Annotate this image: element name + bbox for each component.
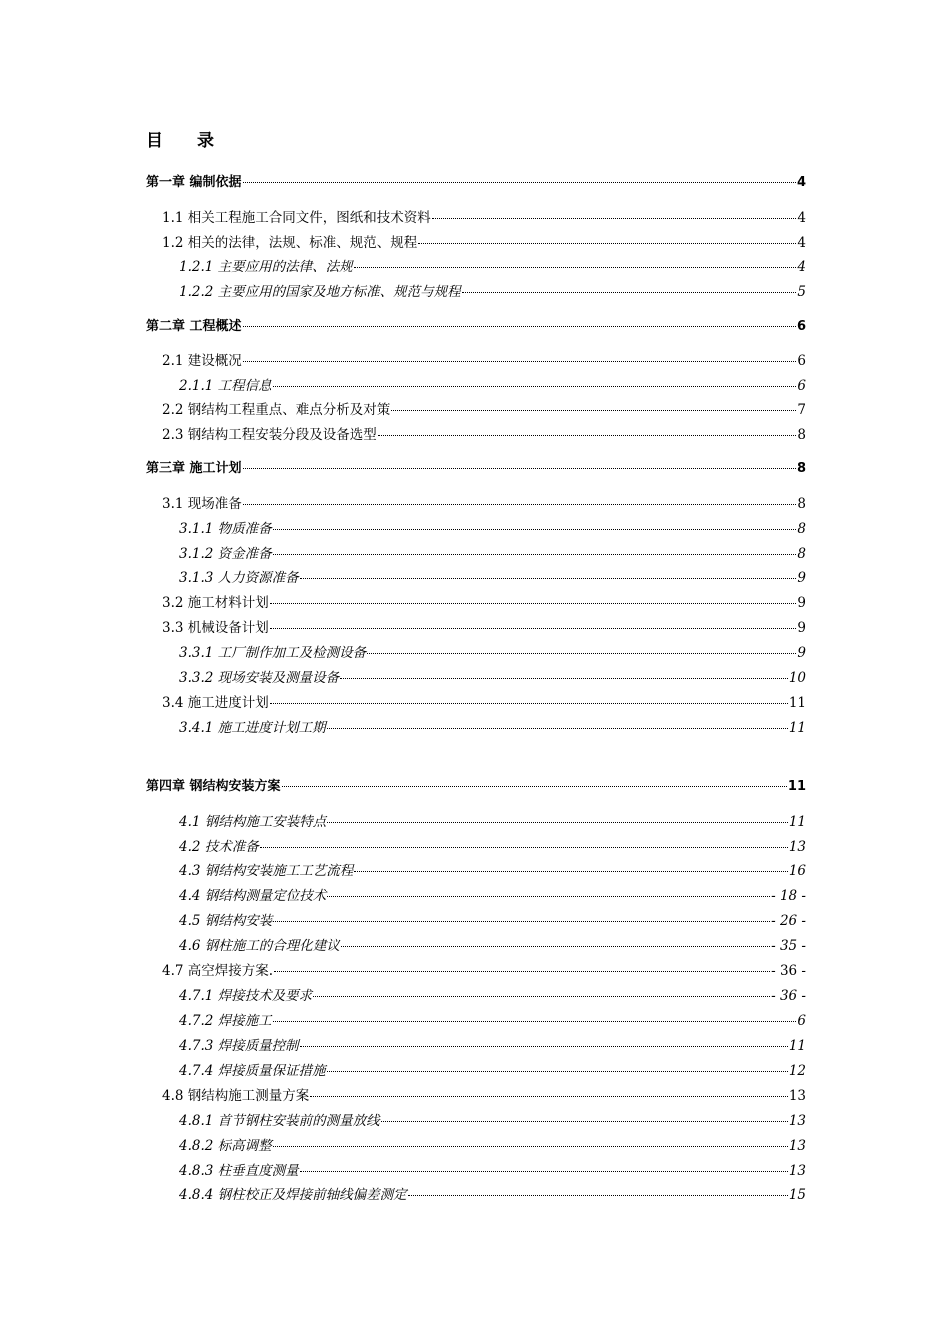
toc-entry-page-number: 8	[796, 461, 806, 476]
dot-leader	[341, 946, 770, 947]
toc-entry-page-number: 11	[787, 779, 806, 794]
toc-entry-page-number: 6	[797, 1013, 806, 1029]
toc-entry-label: 2.1.1 工程信息	[179, 378, 272, 394]
toc-entry-label: 4.8.2 标高调整	[179, 1138, 272, 1154]
toc-entry[interactable]	[162, 1087, 806, 1105]
toc-entry-page-number: 11	[788, 1038, 806, 1054]
toc-entry[interactable]	[179, 987, 806, 1005]
toc-entry[interactable]	[179, 545, 806, 563]
toc-entry-page-number: 8	[797, 521, 806, 537]
toc-entry-page-number: 11	[788, 695, 806, 711]
toc-entry[interactable]	[179, 644, 806, 662]
toc-entry-page-number: 11	[788, 720, 806, 736]
toc-entry-label: 4.8.3 柱垂直度测量	[179, 1163, 299, 1179]
toc-entry[interactable]	[162, 962, 806, 980]
toc-entry[interactable]	[179, 862, 806, 880]
toc-entry-label: 1.2 相关的法律，法规、标准、规范、规程	[162, 235, 418, 251]
toc-entry-page-number: 13	[788, 1088, 806, 1104]
toc-entry-page-number: 8	[797, 496, 806, 512]
dot-leader	[432, 218, 797, 219]
toc-entry-label: 3.1.3 人力资源准备	[179, 570, 299, 586]
toc-entry[interactable]	[179, 569, 806, 587]
toc-entry-label: 4.7.2 焊接施工	[179, 1013, 272, 1029]
toc-entry-label: 2.2 钢结构工程重点、难点分析及对策	[162, 402, 391, 418]
toc-entry[interactable]	[162, 495, 806, 513]
dot-leader	[340, 678, 788, 679]
dot-leader	[462, 292, 797, 293]
toc-entry-label: 4.3 钢结构安装施工工艺流程	[179, 863, 354, 879]
dot-leader	[354, 267, 797, 268]
toc-entry[interactable]	[179, 1137, 806, 1155]
toc-entry-page-number: 7	[797, 402, 806, 418]
toc-entry-label: 3.2 施工材料计划	[162, 595, 269, 611]
toc-entry-page-number: 13	[788, 839, 806, 855]
toc-entry[interactable]	[162, 594, 806, 612]
toc-entry-label: 4.8 钢结构施工测量方案	[162, 1088, 310, 1104]
dot-leader	[378, 435, 797, 436]
toc-entry[interactable]	[179, 1062, 806, 1080]
toc-entry[interactable]	[179, 937, 806, 955]
toc-entry[interactable]	[179, 813, 806, 831]
dot-leader	[243, 361, 797, 362]
dot-leader	[270, 603, 797, 604]
toc-entry[interactable]	[179, 1037, 806, 1055]
dot-leader	[327, 728, 788, 729]
dot-leader	[381, 1121, 788, 1122]
toc-entry-page-number: 6	[796, 319, 806, 334]
toc-entry-label: 4.8.4 钢柱校正及焊接前轴线偏差测定	[179, 1187, 407, 1203]
toc-entry[interactable]	[179, 377, 806, 395]
dot-leader	[273, 1146, 788, 1147]
toc-entry-page-number: 9	[797, 595, 806, 611]
dot-leader	[243, 504, 797, 505]
dot-leader	[270, 628, 797, 629]
toc-entry-label: 3.4 施工进度计划	[162, 695, 269, 711]
toc-entry[interactable]	[146, 778, 806, 796]
dot-leader	[310, 1096, 788, 1097]
dot-leader	[327, 896, 770, 897]
toc-entry[interactable]	[179, 719, 806, 737]
toc-entry-label: 4.4 钢结构测量定位技术	[179, 888, 327, 904]
toc-entry[interactable]	[162, 352, 806, 370]
toc-entry[interactable]	[179, 1012, 806, 1030]
toc-entry[interactable]	[179, 669, 806, 687]
dot-leader	[243, 326, 796, 327]
toc-entry[interactable]	[146, 318, 806, 336]
toc-entry-label: 1.2.2 主要应用的国家及地方标准、规范与规程	[179, 284, 461, 300]
toc-entry-label: 3.3 机械设备计划	[162, 620, 269, 636]
toc-entry-page-number: 8	[797, 427, 806, 443]
toc-entry-page-number: 4	[797, 210, 806, 226]
toc-entry[interactable]	[162, 401, 806, 419]
dot-leader	[274, 971, 770, 972]
dot-leader	[270, 703, 788, 704]
dot-leader	[391, 410, 796, 411]
toc-entry[interactable]	[162, 234, 806, 252]
toc-entry-label: 第三章 施工计划	[146, 461, 242, 476]
toc-entry-page-number: - 18 -	[771, 888, 806, 904]
dot-leader	[243, 468, 796, 469]
dot-leader	[327, 822, 788, 823]
toc-entry[interactable]	[179, 912, 806, 930]
dot-leader	[300, 1046, 788, 1047]
dot-leader	[282, 786, 787, 787]
toc-entry-page-number: 13	[788, 1113, 806, 1129]
dot-leader	[313, 996, 770, 997]
toc-entry-label: 3.4.1 施工进度计划工期	[179, 720, 326, 736]
toc-entry-page-number: - 36 -	[771, 963, 806, 979]
dot-leader	[300, 1171, 788, 1172]
toc-entry-label: 4.7.3 焊接质量控制	[179, 1038, 299, 1054]
dot-leader	[273, 921, 770, 922]
toc-entry-label: 3.3.1 工厂制作加工及检测设备	[179, 645, 367, 661]
toc-entry-page-number: 11	[788, 814, 806, 830]
dot-leader	[273, 529, 797, 530]
toc-entry-page-number: 10	[788, 670, 806, 686]
toc-entry-label: 4.6 钢柱施工的合理化建议	[179, 938, 340, 954]
toc-entry[interactable]	[162, 426, 806, 444]
dot-leader	[300, 578, 797, 579]
dot-leader	[273, 1021, 797, 1022]
toc-entry-page-number: - 36 -	[771, 988, 806, 1004]
toc-entry[interactable]	[146, 174, 806, 192]
toc-entry-label: 第一章 编制依据	[146, 175, 242, 190]
toc-entry-label: 3.1.2 资金准备	[179, 546, 272, 562]
toc-entry-page-number: 15	[788, 1187, 806, 1203]
dot-leader	[327, 1071, 788, 1072]
toc-entry[interactable]	[179, 283, 806, 301]
toc-entry-label: 3.3.2 现场安装及测量设备	[179, 670, 340, 686]
toc-entry-page-number: 13	[788, 1163, 806, 1179]
dot-leader	[354, 871, 788, 872]
toc-entry[interactable]	[162, 619, 806, 637]
toc-entry-page-number: 9	[797, 645, 806, 661]
toc-entry-label: 第四章 钢结构安装方案	[146, 779, 281, 794]
toc-entry[interactable]	[179, 838, 806, 856]
toc-entry-label: 4.7.4 焊接质量保证措施	[179, 1063, 326, 1079]
toc-entry-page-number: 6	[797, 353, 806, 369]
toc-entry-label: 2.1 建设概况	[162, 353, 242, 369]
toc-entry-page-number: 5	[797, 284, 806, 300]
toc-entry[interactable]	[179, 1112, 806, 1130]
toc-entry-page-number: - 35 -	[771, 938, 806, 954]
toc-entry-page-number: 13	[788, 1138, 806, 1154]
toc-entry-page-number: 4	[797, 235, 806, 251]
dot-leader	[243, 182, 796, 183]
toc-entry[interactable]	[162, 694, 806, 712]
toc-entry-label: 1.2.1 主要应用的法律、法规	[179, 259, 353, 275]
toc-entry-label: 4.2 技术准备	[179, 839, 259, 855]
toc-entry-page-number: 6	[797, 378, 806, 394]
toc-entry-label: 2.3 钢结构工程安装分段及设备选型	[162, 427, 377, 443]
toc-entry-page-number: 8	[797, 546, 806, 562]
toc-entry-page-number: - 26 -	[771, 913, 806, 929]
toc-entry-label: 3.1 现场准备	[162, 496, 242, 512]
toc-entry-page-number: 12	[788, 1063, 806, 1079]
toc-entry[interactable]	[179, 1162, 806, 1180]
toc-entry-page-number: 4	[797, 259, 806, 275]
toc-entry-page-number: 16	[788, 863, 806, 879]
toc-entry-label: 3.1.1 物质准备	[179, 521, 272, 537]
toc-entry[interactable]	[162, 209, 806, 227]
toc-entry-page-number: 9	[797, 620, 806, 636]
toc-entry-label: 4.7.1 焊接技术及要求	[179, 988, 313, 1004]
toc-entry-label: 4.8.1 首节钢柱安装前的测量放线	[179, 1113, 380, 1129]
toc-entry-page-number: 9	[797, 570, 806, 586]
toc-entry-label: 4.5 钢结构安装	[179, 913, 273, 929]
toc-entry-label: 第二章 工程概述	[146, 319, 242, 334]
dot-leader	[367, 653, 796, 654]
toc-entry-label: 4.7 高空焊接方案.	[162, 963, 274, 979]
dot-leader	[408, 1195, 788, 1196]
toc-entry-label: 1.1 相关工程施工合同文件，图纸和技术资料	[162, 210, 431, 226]
toc-entry[interactable]	[146, 460, 806, 478]
toc-entry-label: 4.1 钢结构施工安装特点	[179, 814, 327, 830]
toc-entry[interactable]	[179, 520, 806, 538]
dot-leader	[273, 554, 797, 555]
toc-title: 目 录	[146, 131, 214, 151]
dot-leader	[260, 847, 788, 848]
dot-leader	[273, 386, 797, 387]
dot-leader	[418, 243, 796, 244]
toc-entry-page-number: 4	[796, 175, 806, 190]
toc-entry[interactable]	[179, 258, 806, 276]
toc-entry[interactable]	[179, 1186, 806, 1204]
toc-entry[interactable]	[179, 887, 806, 905]
